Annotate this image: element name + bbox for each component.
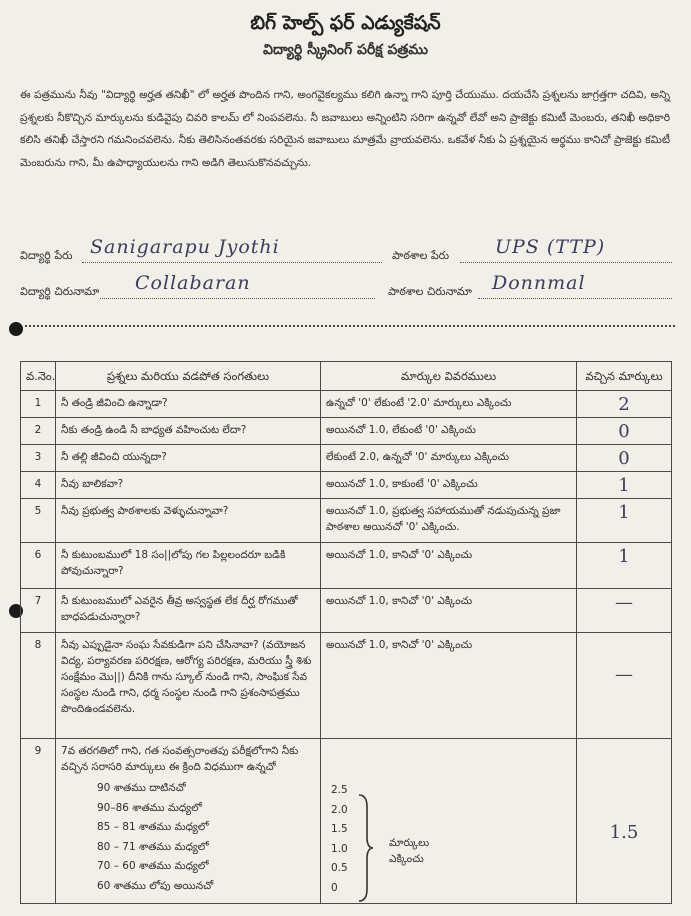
- curly-brace-icon: [355, 793, 375, 903]
- row-marks-cell[interactable]: [577, 472, 672, 499]
- form-subtitle: విద్యార్థి స్క్రీనింగ్ పరీక్ష పత్రము: [263, 42, 428, 58]
- row-details: అయినచో 1.0, కానిచో '0' ఎక్కించు: [321, 589, 577, 633]
- school-address-value[interactable]: Donnmal: [492, 272, 586, 294]
- table-row: [21, 472, 672, 499]
- table-row: [21, 418, 672, 445]
- row-marks[interactable]: 0: [618, 448, 630, 469]
- row-number: 8: [21, 633, 56, 739]
- school-name-label: పాఠశాల పేరు: [392, 249, 450, 262]
- row-details: అయినచో 1.0, కానిచో '0' ఎక్కించు: [321, 543, 577, 589]
- row-marks[interactable]: 2: [618, 394, 630, 415]
- row-details: అయినచో 1.0, ప్రభుత్వ సహాయముతో నడుపుచున్న ప్రజా పాఠశాల అయినచో '0' ఎక్కించు.: [321, 499, 577, 543]
- row-marks[interactable]: 1.5: [609, 822, 639, 843]
- row-number: 2: [21, 418, 56, 445]
- row-details: ఉన్నచో '0' లేకుంటే '2.0' మార్కులు ఎక్కించు: [321, 391, 577, 418]
- row-marks[interactable]: 0: [618, 421, 630, 442]
- row-marks[interactable]: —: [615, 592, 633, 613]
- row-question: 7వ తరగతిలో గాని, గత సంవత్సరాంతపు పరీక్షలోగాని నీకు వచ్చిన సరాసరి మార్కులు ఈ క్రింది విధముగా ఉన్నచో: [61, 745, 299, 773]
- scale-value: 0.5: [331, 862, 348, 874]
- row-marks-cell[interactable]: [577, 633, 672, 739]
- row-number: 4: [21, 472, 56, 499]
- row-number: 9: [21, 739, 56, 904]
- school-address-line: [478, 298, 672, 299]
- table-row: [21, 739, 672, 904]
- table-row: [21, 589, 672, 633]
- row-marks-cell[interactable]: [577, 739, 672, 904]
- table-row: [21, 543, 672, 589]
- row-marks-cell[interactable]: [577, 543, 672, 589]
- table-row: [21, 499, 672, 543]
- student-address-line: [100, 298, 375, 299]
- student-name-line: [82, 262, 382, 263]
- header-details: మార్కుల వివరములు: [321, 362, 577, 391]
- scale-value: 1.0: [331, 842, 348, 855]
- table-row: [21, 445, 672, 472]
- row-details: అయినచో 1.0, లేకుంటే '0' ఎక్కించు: [321, 418, 577, 445]
- row-marks[interactable]: 1: [618, 475, 630, 496]
- table-row: [21, 633, 672, 739]
- row-marks[interactable]: 1: [618, 502, 630, 523]
- row-marks-cell[interactable]: [577, 391, 672, 418]
- range-item: 90 శాతము దాటినచో: [97, 782, 186, 794]
- scale-value: 0: [331, 881, 338, 894]
- row-number: 5: [21, 499, 56, 543]
- range-item: 90–86 శాతము మధ్యలో: [97, 801, 202, 814]
- school-name-line: [460, 262, 672, 263]
- row-number: 1: [21, 391, 56, 418]
- row-marks-cell[interactable]: [577, 589, 672, 633]
- range-item: 80 – 71 శాతము మధ్యలో: [97, 840, 209, 853]
- school-name-value[interactable]: UPS (TTP): [495, 236, 606, 258]
- row-question: నీవు బాలికవా?: [56, 472, 321, 499]
- range-item: 85 – 81 శాతము మధ్యలో: [97, 821, 209, 833]
- row-question: నీ తల్లి జీవించి యున్నదా?: [56, 445, 321, 472]
- header-marks: వచ్చిన మార్కులు: [577, 362, 672, 391]
- dotted-separator: [20, 325, 675, 327]
- row-number: 6: [21, 543, 56, 589]
- student-name-label: విద్యార్థి పేరు: [20, 249, 73, 262]
- row-number: 3: [21, 445, 56, 472]
- row-marks[interactable]: 1: [618, 546, 630, 567]
- row-marks[interactable]: —: [615, 664, 633, 685]
- row-number: 7: [21, 589, 56, 633]
- row-question: నీవు ఎప్పుడైనా సంఘ సేవకుడిగా పని చేసినావా? (వయోజన విద్య, పర్యావరణ పరిరక్షణ, ఆరోగ్య పరిరక్షణ, మరియు స్త్రీ శిశు సంక్షేమం మొ||) దీనికి గాను స్కూల్ నుండి గాని, సాంఘిక సేవ సంస్థల నుండి గాని, ధర్మ సంస్థల నుండి గాని ప్రశంసాపత్రము పొందిఉండవలెను.: [56, 633, 321, 739]
- row-question: నీకు తండ్రి ఉండి నీ బాధ్యత వహించుట లేదా?: [56, 418, 321, 445]
- row-details: అయినచో 1.0, కాకుంటే '0' ఎక్కించు: [321, 472, 577, 499]
- row-marks-cell[interactable]: [577, 418, 672, 445]
- row-question: నీ తండ్రి జీవించి ఉన్నాడా?: [56, 391, 321, 418]
- screening-table: [20, 361, 672, 904]
- student-address-label: విద్యార్థి చిరునామా: [20, 285, 100, 298]
- row-question: నీవు ప్రభుత్వ పాఠశాలకు వెళ్ళుచున్నావా?: [56, 499, 321, 543]
- row-details: అయినచో 1.0, కానిచో '0' ఎక్కించు: [321, 633, 577, 739]
- scale-value: 1.5: [331, 823, 348, 835]
- scale-value: 2.0: [331, 803, 348, 816]
- table-header-row: [21, 362, 672, 391]
- student-address-value[interactable]: Collabaran: [135, 272, 251, 294]
- row-details: లేకుంటే 2.0, ఉన్నచో '0' మార్కులు ఎక్కించు: [321, 445, 577, 472]
- percentage-range-list: [61, 779, 315, 896]
- instructions-paragraph: ఈ పత్రమును నీవు "విద్యార్థి అర్హత తనిఖీ" లో అర్హత పొందిన గాని, అంగవైకల్యము కలిగి ఉన్నా గాని పూర్తి చేయుము. దయచేసి ప్రశ్నలను జాగ్రత్తగా చదివి, అన్ని ప్రశ్నలకు నీకొచ్చిన మార్కులను కుడివైపు చివరి కాలమ్ లో నింపవలెను. నీ జవాబులు అన్నింటిని సరిగా ఉన్నవో లేవో అని ప్రాజెక్టు కమిటీ మెంబరు, తనిఖీ అధికారి కలిసి తనిఖీ చేస్తారని గమనించవలెను. నీకు తెలిసినంతవరకు సరియైన జవాబులు మాత్రమే వ్రాయవలెను. ఒకవేళ నీకు ఏ ప్రశ్నయైన అర్థము కానిచో ప్రాజెక్టు కమిటీ మెంబరును గాని, మీ ఉపాధ్యాయులను గాని అడిగి తెలుసుకొనవచ్చును.: [20, 89, 670, 169]
- school-address-label: పాఠశాల చిరునామా: [388, 285, 472, 298]
- row-marks-cell[interactable]: [577, 445, 672, 472]
- row-marks-cell[interactable]: [577, 499, 672, 543]
- scale-value: 2.5: [331, 784, 348, 796]
- range-item: 60 శాతము లోపు అయినచో: [97, 879, 214, 892]
- row-question-cell: [56, 739, 321, 904]
- marks-enter-note: మార్కులు ఎక్కించు: [389, 837, 430, 865]
- row-question: నీ కుటుంబములో 18 సం||లోపు గల పిల్లలందరూ బడికి పోవుచున్నారా?: [56, 543, 321, 589]
- punch-hole: [9, 322, 23, 336]
- form-title: బిగ్ హెల్ప్ ఫర్ ఎడ్యుకేషన్: [250, 12, 441, 34]
- header-serial: వ.నెం.: [21, 362, 56, 391]
- student-name-value[interactable]: Sanigarapu Jyothi: [90, 236, 280, 258]
- table-row: [21, 391, 672, 418]
- header-question: ప్రశ్నలు మరియు వడపోత సంగతులు: [56, 362, 321, 391]
- row-question: నీ కుటుంబములో ఎవరైన తీవ్ర అస్వస్థత లేక దీర్ఘ రోగముతో బాధపడుచున్నారా?: [56, 589, 321, 633]
- range-item: 70 – 60 శాతము మధ్యలో: [97, 860, 209, 872]
- row-details-cell: [321, 739, 577, 904]
